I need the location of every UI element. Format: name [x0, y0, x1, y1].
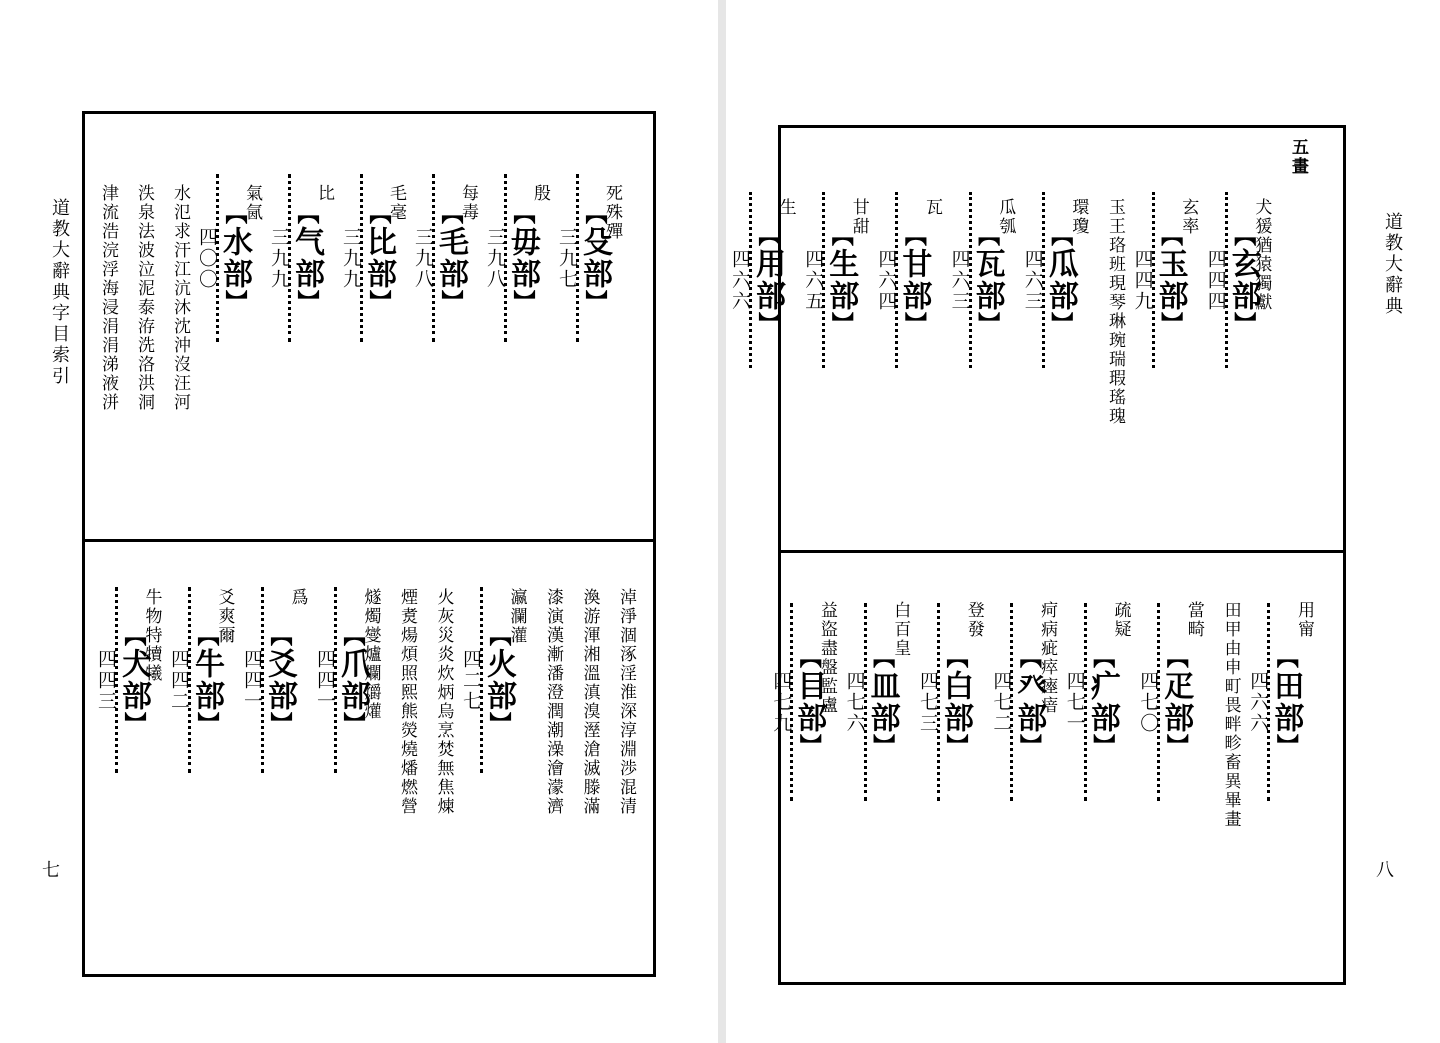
- radical-entry: [843, 603, 900, 801]
- radical-label: 【 气部 】: [291, 202, 321, 314]
- radical-entry: [1131, 192, 1188, 368]
- page-reference: 四七〇: [1137, 670, 1160, 734]
- radical-label: 【 疋部 】: [1160, 646, 1190, 758]
- radical-label: 【 疒部 】: [1087, 646, 1117, 758]
- character-list: 淖淨涸涿淫淮深淳淵渉混清: [616, 588, 636, 816]
- radical-entry: [948, 192, 1005, 368]
- radical-label: 【 白部 】: [940, 646, 970, 758]
- page-reference: 四六五: [802, 248, 825, 312]
- page-reference: 四六四: [875, 248, 898, 312]
- radical-label: 【 爪部 】: [337, 624, 367, 736]
- radical-label: 【 用部 】: [752, 224, 782, 336]
- radical-label: 【 癶部 】: [1013, 646, 1043, 758]
- page-reference: 四〇〇: [196, 226, 218, 290]
- character-list: 疏疑: [1110, 601, 1131, 639]
- radical-label: 【 目部 】: [793, 646, 823, 758]
- right-folio: 八: [1376, 860, 1394, 881]
- page-reference: 四七二: [990, 670, 1013, 734]
- page-reference: 三九九: [340, 226, 362, 290]
- radical-entry: [729, 192, 785, 368]
- radical-label: 【 毛部 】: [435, 202, 465, 314]
- left-folio: 七: [42, 860, 60, 881]
- character-list: 甘甜: [848, 198, 869, 236]
- left-top-section: [85, 114, 653, 539]
- radical-label: 【 瓦部 】: [972, 224, 1002, 336]
- character-list: 登發: [963, 601, 984, 639]
- character-list: 渙游渾湘溫滇溴溼滄滅滕滿: [579, 588, 600, 816]
- left-bottom-section: [85, 542, 653, 974]
- right-page: [726, 0, 1440, 1043]
- radical-entry: [1204, 192, 1261, 368]
- character-list: 生: [775, 198, 796, 217]
- character-list: 氣氤: [242, 184, 262, 222]
- radical-label: 【 甘部 】: [898, 224, 928, 336]
- radical-entry: [484, 174, 540, 342]
- character-list: 白百皇: [890, 601, 911, 658]
- page-reference: 四七三: [917, 670, 939, 734]
- character-list: 爻爽爾: [214, 588, 235, 645]
- right-bottom-section: [770, 553, 1343, 982]
- page-reference: 四七六: [843, 670, 866, 734]
- radical-entry: [268, 174, 324, 342]
- radical-label: 【 毋部 】: [507, 202, 537, 314]
- right-index-box: [729, 125, 1346, 985]
- page-reference: 四六三: [948, 248, 971, 312]
- page-reference: 三九八: [484, 226, 506, 290]
- page-reference: 四四九: [1131, 248, 1154, 312]
- page-reference: 四四一: [314, 648, 336, 712]
- radical-label: 【 犬部 】: [118, 624, 148, 736]
- radical-label: 【 火部 】: [483, 624, 513, 736]
- character-list: 瓦: [922, 198, 942, 217]
- character-list: 煙煑煬煩照熙熊熒燒燔燃營: [397, 588, 417, 816]
- radical-entry: [1063, 603, 1120, 801]
- page-reference: 四四三: [95, 648, 117, 712]
- page-reference: 四六三: [1021, 248, 1044, 312]
- radical-label: 【 生部 】: [825, 224, 855, 336]
- left-page: [0, 0, 718, 1043]
- radical-entry: [1137, 603, 1194, 801]
- character-list: 田甲由申町畏畔畛畜異畢畫: [1220, 601, 1241, 829]
- radical-entry: [314, 587, 370, 773]
- character-list: 殷: [530, 184, 550, 203]
- radical-entry: [95, 587, 151, 773]
- character-list: 泆泉法波泣泥泰洊洗洛洪洞: [134, 184, 154, 412]
- radical-label: 【 玉部 】: [1155, 224, 1185, 336]
- character-list: 益盜盡盤監盧: [816, 601, 837, 715]
- stroke-section-heading: 五畫: [1288, 138, 1308, 176]
- character-list: 燧燭燮爐爛爝爟: [360, 588, 381, 721]
- character-list: 瀛瀾灌: [506, 588, 527, 645]
- character-list: 死殊殫: [602, 184, 622, 241]
- character-list: 漆演漢漸潘澄潤潮澡澮濛濟: [543, 588, 563, 816]
- page-reference: 三九九: [268, 226, 290, 290]
- radical-label: 【 爻部 】: [264, 624, 294, 736]
- character-list: 犬猨猶猿獨獻: [1251, 198, 1272, 312]
- radical-entry: [990, 603, 1047, 801]
- character-list: 毛毫: [386, 184, 406, 222]
- page-reference: 四四二: [168, 648, 190, 712]
- character-list: 疴病疵瘁瘞瘖: [1037, 601, 1058, 715]
- page-reference: 四二七: [460, 648, 482, 712]
- left-index-box: [82, 111, 656, 977]
- right-running-title: 道教大辭典: [1382, 212, 1403, 317]
- radical-label: 【 牛部 】: [191, 624, 221, 736]
- radical-entry: [917, 603, 973, 801]
- page-reference: 三九八: [412, 226, 434, 290]
- radical-entry: [168, 587, 224, 773]
- character-list: 津流浩浣浮海浸涓涓涕液洴: [98, 184, 118, 412]
- page-reference: 四七九: [770, 670, 793, 734]
- radical-label: 【 田部 】: [1270, 646, 1300, 758]
- character-list: 比: [314, 184, 334, 203]
- page-reference: 四七一: [1063, 670, 1086, 734]
- radical-label: 【 殳部 】: [579, 202, 609, 314]
- character-list: 火灰災炎炊炳烏烹焚無焦煉: [433, 588, 454, 816]
- character-list: 用甯: [1294, 601, 1314, 639]
- page-reference: 四六六: [729, 248, 751, 312]
- radical-label: 【 比部 】: [363, 202, 393, 314]
- radical-entry: [241, 587, 297, 773]
- radical-entry: [875, 192, 932, 368]
- character-list: 爲: [287, 588, 308, 607]
- character-list: 每毒: [458, 184, 478, 222]
- character-list: 當畸: [1183, 601, 1204, 639]
- radical-label: 【 水部 】: [219, 202, 249, 314]
- radical-label: 【 玄部 】: [1228, 224, 1258, 336]
- right-top-section: [729, 128, 1343, 550]
- character-list: 瓜瓠: [995, 198, 1016, 236]
- character-list: 牛物特犢犧: [141, 588, 162, 683]
- character-list: 環瓊: [1068, 198, 1089, 236]
- character-list: 玉王珞班現琴琳琬瑞瑕瑤瑰: [1105, 198, 1125, 426]
- page-reference: 三九七: [556, 226, 578, 290]
- page-reference: 四四四: [1204, 248, 1227, 312]
- page-reference: 四四一: [241, 648, 263, 712]
- radical-entry: [1021, 192, 1078, 368]
- page-reference: 四六六: [1247, 670, 1270, 734]
- left-running-title: 道教大辭典字目索引: [49, 198, 70, 387]
- radical-entry: [1247, 603, 1304, 801]
- radical-label: 【 瓜部 】: [1045, 224, 1075, 336]
- character-list: 水氾求汗江沆沐沈沖沒汪河: [170, 184, 190, 412]
- radical-entry: [460, 587, 516, 773]
- character-list: 玄率: [1178, 198, 1199, 236]
- radical-label: 【 皿部 】: [867, 646, 897, 758]
